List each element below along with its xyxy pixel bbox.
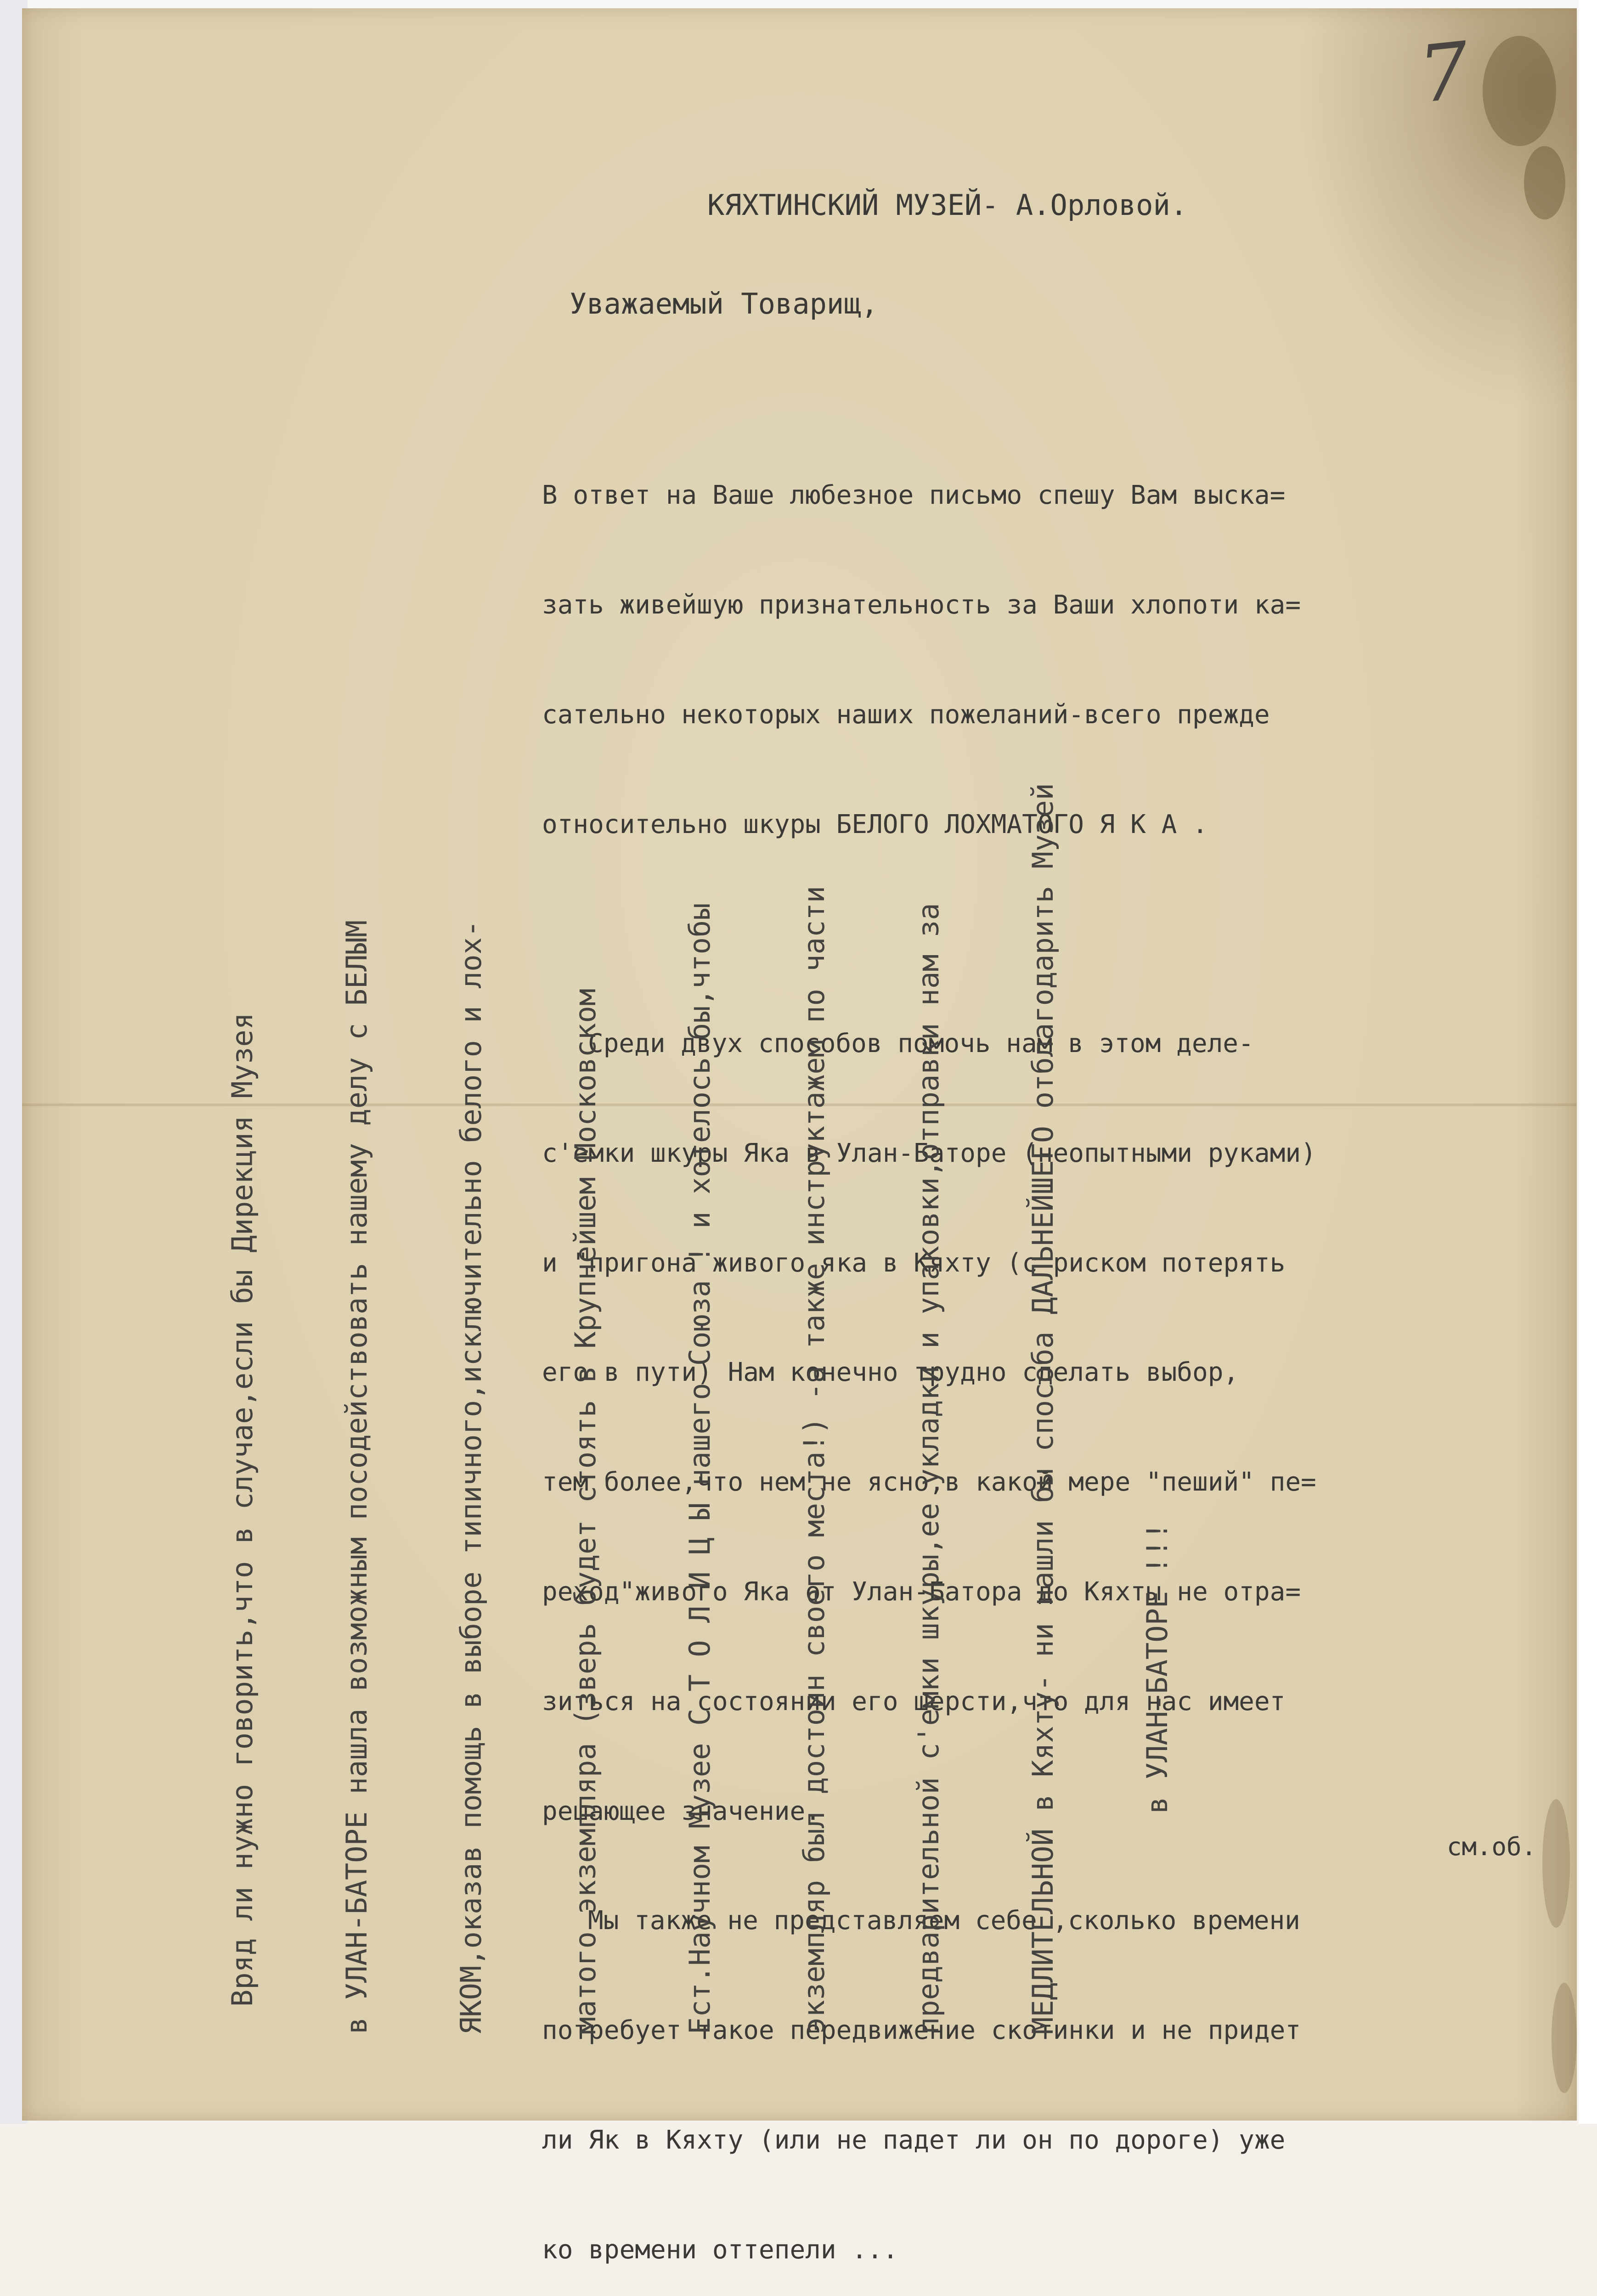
margin-note-line: матого экземпляра (зверь будет стоять в Крупнейшем Московском xyxy=(569,989,602,2034)
margin-note-line: в УЛАН-БАТОРЕ !!! xyxy=(1140,1522,1174,1814)
body-line: В ответ на Ваше любезное письмо спешу Вам выска= xyxy=(542,480,1286,511)
body-line: сательно некоторых наших пожеланий-всего прежде xyxy=(542,699,1270,730)
margin-note-vertical xyxy=(147,783,1214,2034)
body-line: с'емки шкуры Яка в Улан-Баторе (неопытными руками) xyxy=(542,1138,1316,1168)
body-line: Среди двух способов помочь нам в этом деле- xyxy=(588,1029,1254,1059)
letter-salutation: Уважаемый Товарищ, xyxy=(570,287,878,321)
archive-page-number: 7 xyxy=(1414,25,1474,121)
scan-background-right xyxy=(1579,0,1597,2124)
margin-note-line: экземпляр был достоин своего места!) -а также инструктажем по части xyxy=(797,886,831,2034)
body-line: реход"живого Яка от Улан-Батора до Кяхты не отра= xyxy=(542,1577,1301,1607)
margin-note-line: МЕДЛИТЕЛЬНОЙ в Кяхту- ни нашли бы способа ДАЛЬНЕЙШЕГО отблагодарить Музей xyxy=(1026,783,1060,2034)
body-line: ко времени оттепели ... xyxy=(542,2234,898,2265)
body-line: потребует такое передвижение скотинки и не придет xyxy=(542,2015,1301,2046)
margin-note-line: Ест.Научном Музее С Т О Л И Ц Ы нашего Союза ! и хотелось бы,чтобы xyxy=(683,903,717,2034)
body-line: и "пригона живого яка в Кяхту (с риском потерять xyxy=(542,1248,1286,1278)
margin-note-line: ЯКОМ,оказав помощь в выборе типичного,исключительно белого и лох- xyxy=(454,920,488,2034)
body-line: ли Як в Кяхту (или не падет ли он по дороге) уже xyxy=(542,2125,1286,2155)
stain-spot xyxy=(1542,1799,1570,1928)
body-line: зать живейшую признательность за Ваши хлопоти ка= xyxy=(542,590,1301,620)
stain-spot xyxy=(1483,36,1556,146)
letter-heading: КЯХТИНСКИЙ МУЗЕЙ- А.Орловой. xyxy=(707,188,1188,222)
body-line: тем более,что нем не ясно,в какой мере "пеший" пе= xyxy=(542,1467,1316,1497)
body-line: его в пути) Нам конечно трудно сделать выбор, xyxy=(542,1357,1239,1388)
body-line: решающее значение. xyxy=(542,1796,821,1826)
margin-note-line: предварительной с'емки шкуры,ее укладки и упаковки,отправки нам за xyxy=(912,903,945,2034)
margin-note-line: в УЛАН-БАТОРЕ нашла возможным посодействовать нашему делу с БЕЛЫМ xyxy=(340,920,373,2034)
body-line: зиться на состоянии его шерсти,что для нас имеет xyxy=(542,1686,1286,1716)
body-line: Мы также не представляем себе ,сколько времени xyxy=(588,1906,1300,1936)
body-line: относительно шкуры БЕЛОГО ЛОХМАТОГО Я К А . xyxy=(542,809,1208,839)
stain-spot xyxy=(1552,1983,1577,2093)
stain-spot xyxy=(1524,146,1565,219)
see-overleaf-note: см.об. xyxy=(1447,1832,1537,1861)
margin-note-line: Вряд ли нужно говорить,что в случае,если бы Дирекция Музея xyxy=(226,1013,259,2007)
